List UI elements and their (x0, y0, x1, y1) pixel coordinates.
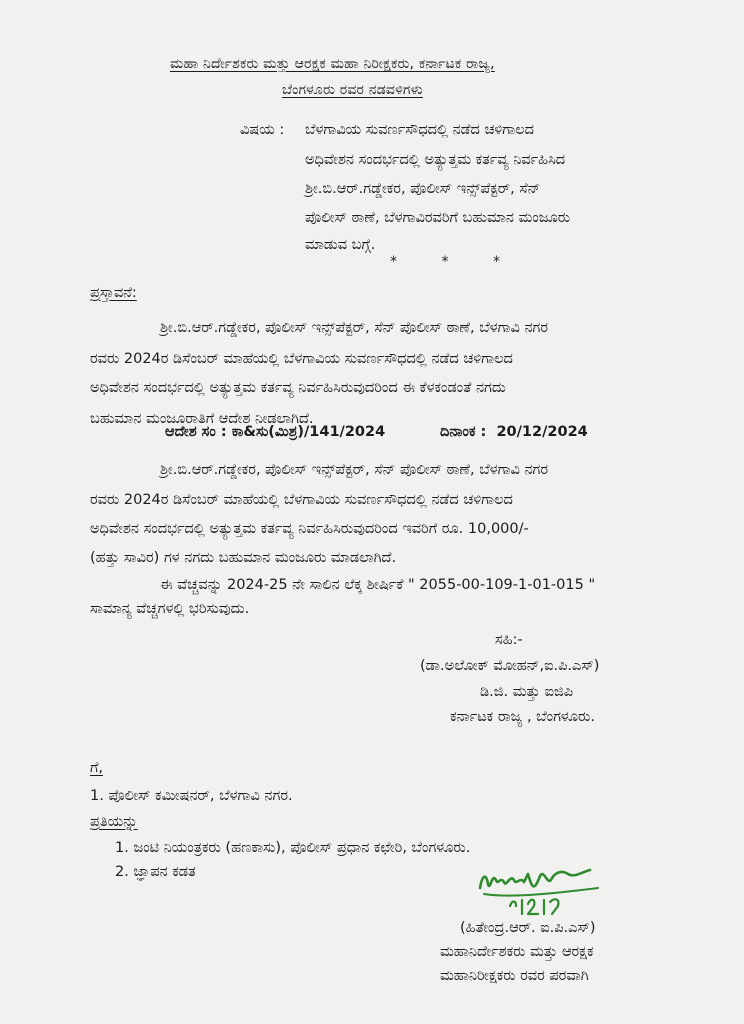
subject-line: ಬೆಳಗಾವಿಯ ಸುವರ್ಣಸೌಧದಲ್ಲಿ ನಡೆದ ಚಳಿಗಾಲದ (305, 122, 535, 138)
handwritten-signature (470, 858, 610, 922)
subject-line: ಅಧಿವೇಶನ ಸಂದರ್ಭದಲ್ಲಿ ಅತ್ಯುತ್ತಮ ಕರ್ತವ್ಯ ನಿರ್ವಹಿಸಿದ (305, 152, 566, 168)
order-line: ಸಾಮಾನ್ಯ ವೆಚ್ಚಗಳಲ್ಲಿ ಭರಿಸುವುದು. (90, 601, 250, 617)
preamble-heading: ಪ್ರಸ್ತಾವನೆ: (90, 285, 137, 301)
subject-line: ಪೊಲೀಸ್ ಠಾಣೆ, ಬೆಳಗಾವಿರವರಿಗೆ ಬಹುಮಾನ ಮಂಜೂರು (305, 210, 571, 226)
subject-line: ಶ್ರೀ.ಬಿ.ಆರ್.ಗಡ್ಡೇಕರ, ಪೊಲೀಸ್ ಇನ್ಸ್‌ಪೆಕ್ಟರ್, ಸೆನ್ (305, 181, 541, 197)
subject-label: ವಿಷಯ : (240, 122, 285, 138)
preamble-line: ಅಧಿವೇಶನ ಸಂದರ್ಭದಲ್ಲಿ ಅತ್ಯುತ್ತಮ ಕರ್ತವ್ಯ ನಿರ್ವಹಿಸಿರುವುದರಿಂದ ಈ ಕೆಳಕಂಡಂತೆ ನಗದು (90, 380, 506, 396)
signatory-designation: ಡಿ.ಜಿ. ಮತ್ತು ಐಜಿಪಿ (480, 684, 574, 700)
preamble-line: ಬಹುಮಾನ ಮಂಜೂರಾತಿಗೆ ಆದೇಶ ನೀಡಲಾಗಿದೆ. (90, 411, 314, 427)
order-line: ರವರು 2024ರ ಡಿಸೆಂಬರ್ ಮಾಹೆಯಲ್ಲಿ ಬೆಳಗಾವಿಯ ಸುವರ್ಣಸೌಧದಲ್ಲಿ ನಡೆದ ಚಳಿಗಾಲದ (90, 492, 513, 508)
order-line: ಅಧಿವೇಶನ ಸಂದರ್ಭದಲ್ಲಿ ಅತ್ಯುತ್ತಮ ಕರ್ತವ್ಯ ನಿರ್ವಹಿಸಿರುವುದರಿಂದ ಇವರಿಗೆ ರೂ. 10,000/- (90, 521, 529, 537)
copies-heading: ಪ್ರತಿಯನ್ನು (90, 814, 138, 830)
order-line: (ಹತ್ತು ಸಾವಿರ) ಗಳ ನಗದು ಬಹುಮಾನ ಮಂಜೂರು ಮಾಡಲಾಗಿದೆ. (90, 550, 397, 566)
signatory-place: ಕರ್ನಾಟಕ ರಾಜ್ಯ , ಬೆಂಗಳೂರು. (450, 709, 595, 725)
separator-stars: * * * (390, 254, 501, 270)
order-line: ಶ್ರೀ.ಬಿ.ಆರ್.ಗಡ್ಡೇಕರ, ಪೊಲೀಸ್ ಇನ್ಸ್‌ಪೆಕ್ಟರ್, ಸೆನ್ ಪೊಲೀಸ್ ಠಾಣೆ, ಬೆಳಗಾವಿ ನಗರ (160, 462, 549, 478)
subject-line: ಮಾಡುವ ಬಗ್ಗೆ. (305, 237, 376, 253)
order-number: ಆದೇಶ ಸಂ : ಕಾ&ಸು(ಮಿಶ್ರ)/141/2024 (165, 424, 386, 440)
to-heading: ಗೆ, (90, 760, 104, 776)
preamble-line: ರವರು 2024ರ ಡಿಸೆಂಬರ್ ಮಾಹೆಯಲ್ಲಿ ಬೆಳಗಾವಿಯ ಸುವರ್ಣಸೌಧದಲ್ಲಿ ನಡೆದ ಚಳಿಗಾಲದ (90, 351, 513, 367)
copy-item: 1. ಜಂಟಿ ನಿಯಂತ್ರಕರು (ಹಣಕಾಸು), ಪೊಲೀಸ್ ಪ್ರಧಾನ ಕಛೇರಿ, ಬೆಂಗಳೂರು. (115, 840, 471, 856)
header-subtitle: ಬೆಂಗಳೂರು ರವರ ನಡವಳಿಗಳು (282, 82, 423, 98)
signatory-name: (ಡಾ.ಅಲೋಕ್ ಮೋಹನ್,ಐ.ಪಿ.ಎಸ್) (420, 658, 600, 674)
order-date: ದಿನಾಂಕ : 20/12/2024 (440, 424, 588, 440)
copy-item: 2. ಜ್ಞಾಪನ ಕಡತ (115, 864, 196, 880)
signer-title-line: ಮಹಾನಿರ್ದೇಶಕರು ಮತ್ತು ಆರಕ್ಷಕ (440, 944, 594, 960)
to-item: 1. ಪೊಲೀಸ್ ಕಮೀಷನರ್, ಬೆಳಗಾವಿ ನಗರ. (90, 788, 293, 804)
signer-title-line: ಮಹಾನಿರೀಕ್ಷಕರು ರವರ ಪರವಾಗಿ (440, 968, 589, 984)
header-title: ಮಹಾ ನಿರ್ದೇಶಕರು ಮತ್ತು ಆರಕ್ಷಕ ಮಹಾ ನಿರೀಕ್ಷಕರು, ಕರ್ನಾಟಕ ರಾಜ್ಯ, (170, 56, 495, 72)
order-line: ಈ ವೆಚ್ಚವನ್ನು 2024-25 ನೇ ಸಾಲಿನ ಲೆಕ್ಕ ಶೀರ್ಷಿಕೆ " 2055-00-109-1-01-015 " (160, 577, 596, 593)
signer-name: (ಹಿತೇಂದ್ರ.ಆರ್. ಐ.ಪಿ.ಎಸ್) (460, 920, 596, 936)
preamble-line: ಶ್ರೀ.ಬಿ.ಆರ್.ಗಡ್ಡೇಕರ, ಪೊಲೀಸ್ ಇನ್ಸ್‌ಪೆಕ್ಟರ್, ಸೆನ್ ಪೊಲೀಸ್ ಠಾಣೆ, ಬೆಳಗಾವಿ ನಗರ (160, 320, 549, 336)
signed-label: ಸಹಿ:- (495, 632, 523, 648)
